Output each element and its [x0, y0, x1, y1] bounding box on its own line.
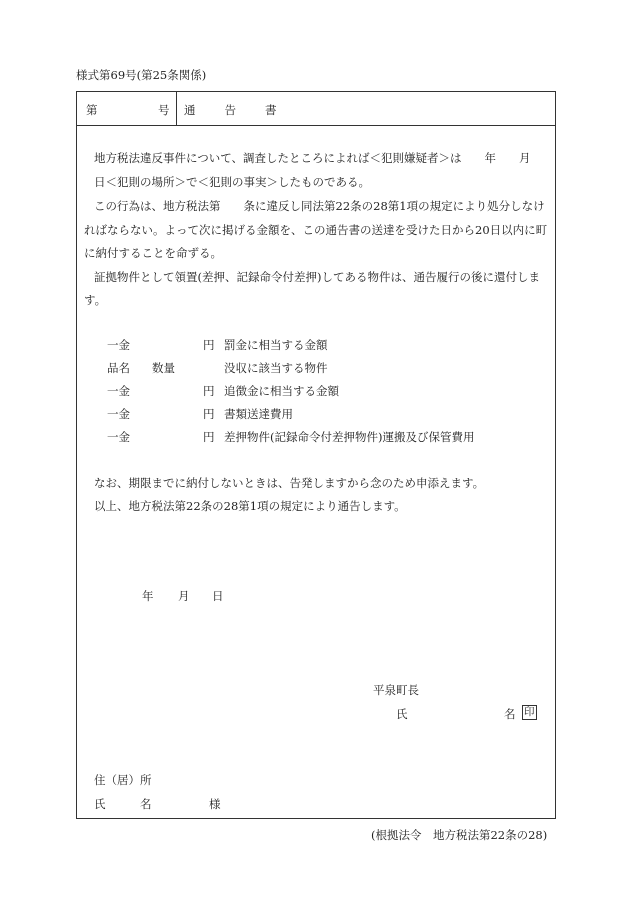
item-left: 品名: [107, 361, 130, 375]
number-label: 第: [86, 103, 98, 117]
date-year: 年: [142, 589, 154, 603]
number-suffix: 号: [158, 103, 170, 117]
item-unit: 円: [203, 407, 215, 421]
recipient-name-label: 氏 名 様: [94, 797, 221, 811]
paragraph-line: に納付することを命ずる。: [84, 246, 222, 260]
item-desc: 罰金に相当する金額: [224, 338, 328, 352]
header-divider: [76, 125, 556, 126]
item-left: 一金: [107, 430, 130, 444]
item-left: 一金: [107, 384, 130, 398]
paragraph-line: す。: [84, 293, 107, 307]
item-unit: 円: [203, 384, 215, 398]
recipient-address-label: 住（居）所: [94, 773, 152, 787]
paragraph-line: この行為は、地方税法第 条に違反し同法第22条の28第1項の規定により処分しなけ: [94, 199, 545, 213]
form-number: 様式第69号(第25条関係): [76, 68, 207, 82]
item-desc: 差押物件(記録命令付差押物件)運搬及び保管費用: [224, 430, 475, 444]
item-desc: 書類送達費用: [224, 407, 293, 421]
item-desc: 没収に該当する物件: [224, 361, 328, 375]
paragraph-line: ればならない。よって次に掲げる金額を、この通告書の送達を受けた日から20日以内に町: [84, 223, 548, 237]
closing-statement: 以上、地方税法第22条の28第1項の規定により通告します。: [94, 499, 406, 513]
issuer-name-right: 名: [504, 707, 516, 721]
item-unit: 円: [203, 338, 215, 352]
date-day: 日: [212, 589, 224, 603]
item-left: 一金: [107, 338, 130, 352]
issuer-title: 平泉町長: [373, 683, 419, 697]
seal-label: 印: [524, 706, 535, 718]
paragraph-line: 地方税法違反事件について、調査したところによれば＜犯則嫌疑者＞は 年 月: [94, 151, 531, 165]
item-desc: 追徴金に相当する金額: [224, 384, 339, 398]
closing-note: なお、期限までに納付しないときは、告発しますから念のため申添えます。: [94, 476, 485, 490]
date-month: 月: [178, 589, 190, 603]
header-vertical-divider: [176, 91, 177, 126]
item-unit: 円: [203, 430, 215, 444]
paragraph-line: 証拠物件として領置(差押、記録命令付差押)してある物件は、通告履行の後に還付しま: [94, 270, 540, 284]
seal-mark: [522, 704, 537, 720]
item-mid: 数量: [152, 361, 175, 375]
paragraph-line: 日＜犯則の場所＞で＜犯則の事実＞したものである。: [94, 175, 370, 189]
document-title: 通 告 書: [184, 103, 279, 117]
legal-basis: (根拠法令 地方税法第22条の28): [371, 828, 548, 842]
item-left: 一金: [107, 407, 130, 421]
issuer-name-left: 氏: [396, 707, 408, 721]
